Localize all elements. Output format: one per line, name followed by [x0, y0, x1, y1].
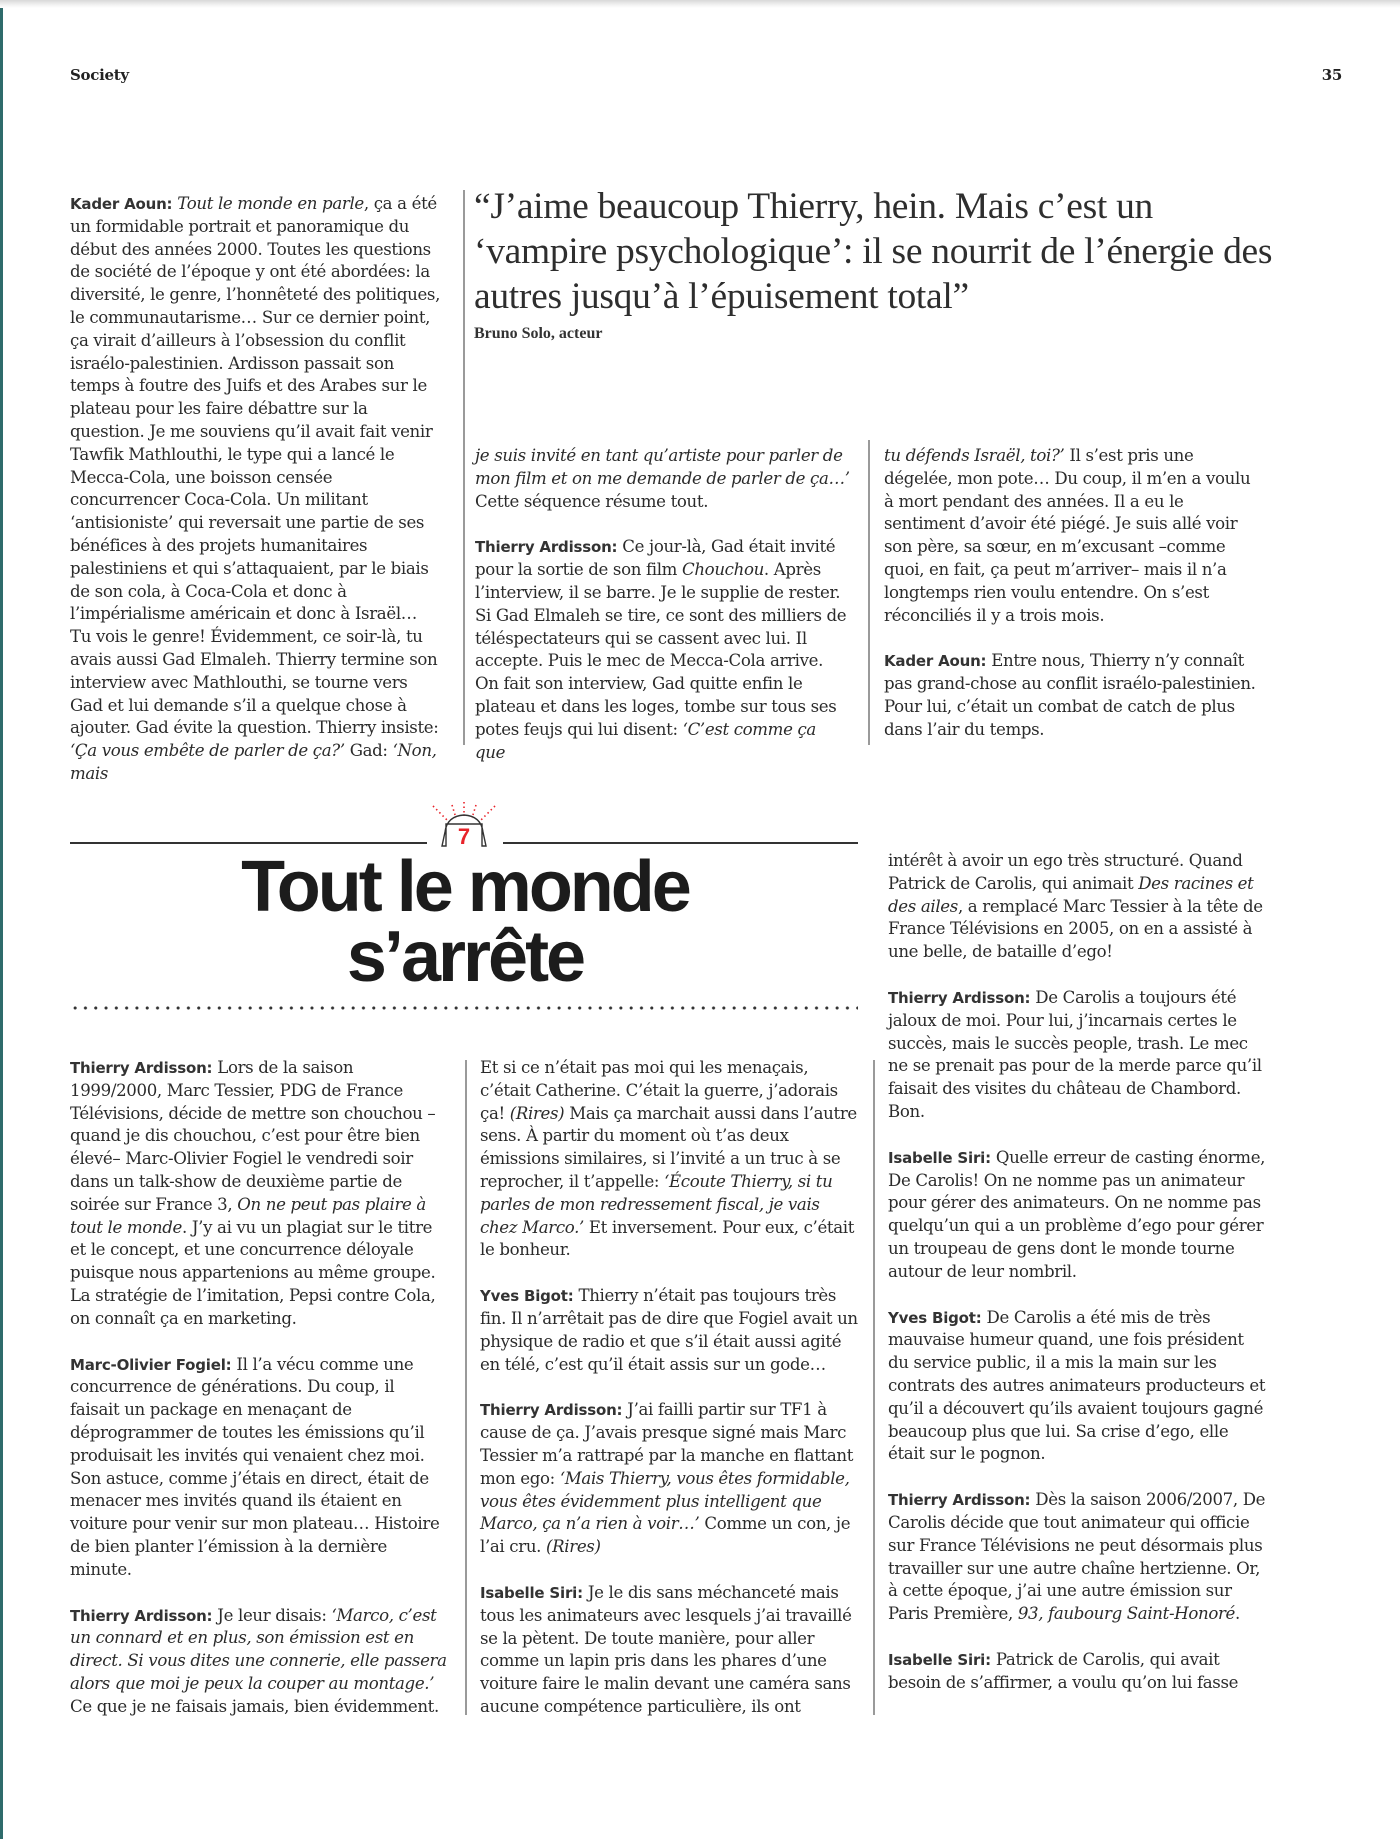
lower-column-3	[888, 850, 1268, 1695]
speaker-name: Thierry Ardisson:	[475, 538, 618, 557]
paragraph: Isabelle Siri: Patrick de Carolis, qui avait besoin de s’affirmer, a voulu qu’on lui fasse	[888, 1649, 1239, 1692]
paragraph: Thierry Ardisson: Je leur disais: ‘Marco, c’est un connard et en plus, son émission est en direct. Si vous dites une connerie, elle passera alors que moi je peux la couper au montage.’ Ce que je ne faisais jamais, bien évidemment.	[70, 1605, 447, 1716]
scan-left-edge	[0, 8, 3, 1839]
column-rule	[463, 190, 465, 745]
lower-column-1	[70, 1057, 448, 1719]
paragraph: Thierry Ardisson: De Carolis a toujours été jaloux de moi. Pour lui, j’incarnais certes le succès, mais le succès people, trash. Le mec ne se prenait pas pour de la merde parce qu’il faisait des visites du château de Chambord. Bon.	[888, 987, 1262, 1121]
column-rule	[465, 1060, 467, 1715]
pull-quote: “J’aime beaucoup Thierry, hein. Mais c’est un ‘vampire psychologique’: il se nourrit de l’énergie des autres jusqu’à l’épuisement total”	[474, 186, 1273, 317]
speaker-name: Isabelle Siri:	[480, 1583, 583, 1602]
column-rule	[873, 1060, 875, 1715]
speaker-name: Marc-Olivier Fogiel:	[70, 1355, 232, 1374]
paragraph: Thierry Ardisson: J’ai failli partir sur TF1 à cause de ça. J’avais presque signé mais Marc Tessier m’a rattrapé par la manche en flattant mon ego: ‘Mais Thierry, vous êtes formidable, vous êtes évidemment plus intelligent que Marco, ça n’a rien à voir…’ Comme un con, je l’ai cru. (Rires)	[480, 1400, 854, 1557]
paragraph: je suis invité en tant qu’artiste pour parler de mon film et on me demande de parler de ça…’ Cette séquence résume tout.	[475, 446, 850, 511]
heading-rule-right	[503, 842, 858, 844]
pull-quote-attribution: Bruno Solo, acteur	[474, 325, 603, 342]
section-label: Society	[70, 66, 129, 84]
chapter-title-line-2: s’arrête	[346, 917, 584, 997]
paragraph: Yves Bigot: Thierry n’était pas toujours très fin. Il n’arrêtait pas de dire que Fogiel avait un physique de radio et que s’il était aussi agité en télé, c’est qu’il était assis sur un gode…	[480, 1286, 858, 1374]
paragraph: Yves Bigot: De Carolis a été mis de très mauvaise humeur quand, une fois président du service public, il a mis la main sur les contrats des autres animateurs producteurs et qu’il a découvert qu’ils avaient toujours gagné beaucoup plus que lui. Sa crise d’ego, elle était sur le pognon.	[888, 1307, 1266, 1464]
paragraph: Kader Aoun: Entre nous, Thierry n’y connaît pas grand-chose au conflit israélo-palestinien. Pour lui, c’était un combat de catch de plus dans l’air du temps.	[884, 651, 1256, 739]
speaker-name: Thierry Ardisson:	[70, 1059, 213, 1077]
paragraph: Kader Aoun: Tout le monde en parle, ça a été un formidable portrait et panoramique du début des années 2000. Toutes les questions de société de l’époque y ont été abordées: la diversité, le genre, l’honnêteté des politiques, le communautarisme… Sur ce dernier point, ça virait d’ailleurs à l’obsession du conflit israélo-palestinien. Ardisson passait son temps à foutre des Juifs et des Arabes sur le plateau pour les faire débattre sur la question. Je me souviens qu’il avait fait venir Tawfik Mathlouthi, le type qui a lancé le Mecca-Cola, une boisson censée concurrencer Coca-Cola. Un militant ‘antisioniste’ qui reversait une partie de ses bénéfices à des projets humanitaires palestiniens et qui s’attaquaient, par le biais de son cola, à Coca-Cola et donc à l’impérialisme américain et donc à Israël… Tu vois le genre! Évidemment, ce soir-là, tu avais aussi Gad Elmaleh. Thierry termine son interview avec Mathlouthi, se tourne vers Gad et lui demande s’il a quelque chose à ajouter. Gad évite la question. Thierry insiste: ‘Ça vous embête de parler de ça?’ Gad: ‘Non, mais	[70, 194, 441, 783]
speaker-name: Yves Bigot:	[480, 1287, 574, 1306]
paragraph: Et si ce n’était pas moi qui les menaçais, c’était Catherine. C’était la guerre, j’adorais ça! (Rires) Mais ça marchait aussi dans l’autre sens. À partir du moment où t’as deux émissions similaires, si l’invité a un truc à se reprocher, il t’appelle: ‘Écoute Thierry, si tu parles de mon redressement fiscal, je vais chez Marco.’ Et inversement. Pour eux, c’était le bonheur.	[480, 1058, 857, 1260]
paragraph: Marc-Olivier Fogiel: Il l’a vécu comme une concurrence de générations. Du coup, il faisait un package en menaçant de déprogrammer de toutes les émissions qu’il produisait les invités qui venaient chez moi. Son astuce, comme j’étais en direct, était de menacer mes invités quand ils étaient en voiture pour venir sur mon plateau… Histoire de bien planter l’émission à la dernière minute.	[70, 1354, 440, 1579]
upper-column-3	[884, 445, 1264, 742]
speaker-name: Thierry Ardisson:	[480, 1401, 623, 1420]
paragraph: Isabelle Siri: Je le dis sans méchanceté mais tous les animateurs avec lesquels j’ai travaillé se la pètent. De toute manière, pour aller comme un lapin pris dans les phares d’une voiture faire le malin devant une caméra sans aucune compétence particulière, ils ont	[480, 1582, 852, 1716]
heading-rule-left	[70, 842, 427, 844]
paragraph: Isabelle Siri: Quelle erreur de casting énorme, De Carolis! On ne nomme pas un animateur pour gérer des animateurs. On ne nomme pas quelqu’un qui a un problème d’ego pour gérer un troupeau de gens dont le monde tourne autour de leur nombril.	[888, 1147, 1266, 1281]
paragraph: Thierry Ardisson: Dès la saison 2006/2007, De Carolis décide que tout animateur qui officie sur France Télévisions ne peut désormais plus travailler sur une autre chaîne hertzienne. Or, à cette époque, j’ai une autre émission sur Paris Première, 93, faubourg Saint-Honoré.	[888, 1490, 1266, 1624]
speaker-name: Isabelle Siri:	[888, 1650, 991, 1669]
paragraph: Thierry Ardisson: Ce jour-là, Gad était invité pour la sortie de son film Chouchou. Après l’interview, il se barre. Je le supplie de rester. Si Gad Elmaleh se tire, ce sont des milliers de téléspectateurs qui se cassent avec lui. Il accepte. Puis le mec de Mecca-Cola arrive. On fait son interview, Gad quitte enfin le plateau et dans les loges, tombe sur tous ses potes feujs qui lui disent: ‘C’est comme ça que	[475, 537, 847, 762]
speaker-name: Thierry Ardisson:	[888, 1491, 1031, 1510]
speaker-name: Kader Aoun:	[884, 652, 987, 671]
column-rule	[868, 440, 870, 745]
speaker-name: Thierry Ardisson:	[70, 1606, 213, 1625]
lower-column-2	[480, 1057, 858, 1719]
speaker-name: Kader Aoun:	[70, 195, 173, 213]
chapter-title	[70, 847, 860, 997]
scan-top-edge	[0, 0, 1400, 8]
chapter-title-line-1: Tout le monde	[241, 847, 689, 927]
dotted-separator	[70, 1006, 858, 1010]
speaker-name: Isabelle Siri:	[888, 1148, 991, 1167]
chapter-number: 7	[457, 824, 471, 849]
light-rays-icon	[433, 802, 495, 820]
upper-column-1	[70, 193, 442, 786]
speaker-name: Yves Bigot:	[888, 1308, 982, 1327]
paragraph: intérêt à avoir un ego très structuré. Quand Patrick de Carolis, qui animait Des racines et des ailes, a remplacé Marc Tessier à la tête de France Télévisions en 2005, on en a assisté à une belle, de bataille d’ego!	[888, 851, 1263, 962]
paragraph: Thierry Ardisson: Lors de la saison 1999/2000, Marc Tessier, PDG de France Télévisions, décide de mettre son chouchou –quand je dis chouchou, c’est pour être bien élevé– Marc-Olivier Fogiel le vendredi soir dans un talk-show de deuxième partie de soirée sur France 3, On ne peut pas plaire à tout le monde. J’y ai vu un plagiat sur le titre et le concept, et une concurrence déloyale puisque nous appartenions au même groupe. La stratégie de l’imitation, Pepsi contre Cola, on connaît ça en marketing.	[70, 1058, 436, 1328]
page-number: 35	[1321, 66, 1342, 84]
upper-column-2	[475, 445, 850, 764]
paragraph: tu défends Israël, toi?’ Il s’est pris une dégelée, mon pote… Du coup, il m’en a voulu à mort pendant des années. Il a eu le sentiment d’avoir été piégé. Je suis allé voir son père, sa sœur, en m’excusant –comme quoi, en fait, ça peut m’arriver– mais il n’a longtemps rien voulu entendre. On s’est réconciliés il y a trois mois.	[884, 446, 1251, 625]
speaker-name: Thierry Ardisson:	[888, 988, 1031, 1007]
